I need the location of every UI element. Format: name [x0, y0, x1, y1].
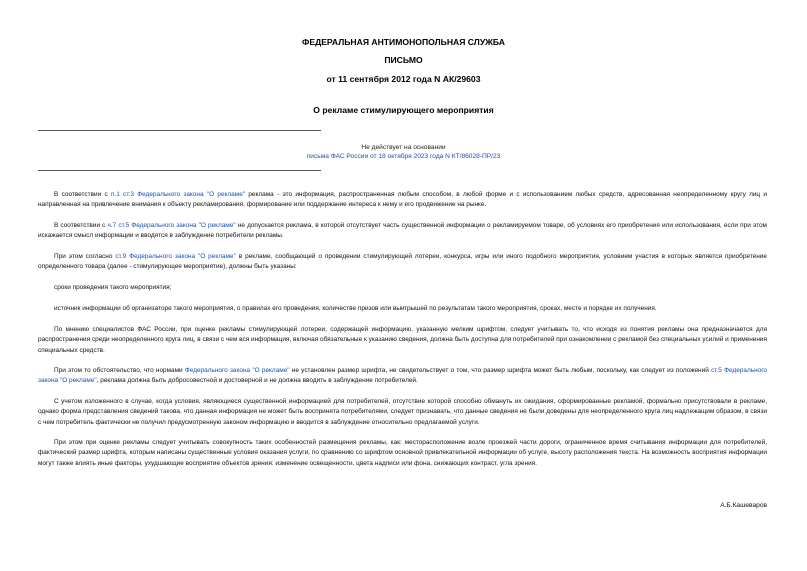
paragraph-1: В соответствии с п.1 ст.3 Федерального закона "О рекламе" реклама - это информация, распространенная любым способом, в любой форме и с использованием любых средств, адресованная неопределенному кругу лиц и направленная на привлечение внимания к объекту рекламирования, формирование или поддержание интереса к нему и его продвижение на рынке. [38, 191, 767, 209]
law-link-p1[interactable]: п.1 ст.3 Федерального закона "О рекламе" [111, 191, 246, 198]
law-link-p7b[interactable]: ст.5 Федерального закона "О рекламе" [38, 367, 767, 385]
document-type: ПИСЬМО [384, 55, 423, 65]
paragraph-4: сроки проведения такого мероприятия; [54, 284, 172, 291]
divider-top [38, 130, 321, 131]
document-date-number: от 11 сентября 2012 года N АК/29603 [326, 74, 481, 84]
status-note-text: Не действует на основании [361, 144, 446, 151]
law-link-p3[interactable]: ст.9 Федерального закона "О рекламе" [115, 253, 236, 260]
status-note [0, 143, 807, 161]
law-link-p2[interactable]: ч.7 ст.5 Федерального закона "О рекламе" [107, 222, 236, 229]
paragraph-8: С учетом изложенного в случае, когда условия, являющиеся существенной информацией для потребителей, отсутствие которой способно обмануть их ожидания, сформированные рекламой, формально присутствовали в рекламе, однако форма представления сведений такова, что данная информация не может быть воспринята потребителями, следует признавать, что данные сведения не были доведены для неопределенного круга лиц надлежащим образом, в связи с чем потребитель фактически не получил предусмотренную законом информацию и вводится в заблуждение относительно предлагаемой услуги. [38, 398, 767, 426]
paragraph-6: По мнению специалистов ФАС России, при оценке рекламы стимулирующей лотереи, содержащей информацию, указанную мелким шрифтом, следует учитывать то, что исходя из понятия рекламы она предназначается для распространения среди неопределенного круга лиц, в связи с чем вся информация, включая обязательные к указанию сведения, должна быть доступна для потребителей при ознакомлении с рекламой без специальных усилий и применения специальных средств. [38, 326, 767, 354]
paragraph-2: В соответствии с ч.7 ст.5 Федерального закона "О рекламе" не допускается реклама, в которой отсутствует часть существенной информации о рекламируемом товаре, об условиях его приобретения или использования, если при этом искажается смысл информации и вводятся в заблуждение потребители рекламы. [38, 222, 767, 240]
law-link-p7a[interactable]: Федерального закона "О рекламе" [184, 367, 290, 374]
signature: А.Б.Кашеваров [720, 502, 767, 509]
paragraph-3: При этом согласно ст.9 Федерального закона "О рекламе" в рекламе, сообщающей о проведении стимулирующей лотереи, конкурса, игры или иного подобного мероприятия, условием участия в которых является приобретение определенного товара (далее - стимулирующее мероприятие), должны быть указаны: [38, 253, 767, 271]
document-subject: О рекламе стимулирующего мероприятия [313, 105, 494, 115]
agency-title: ФЕДЕРАЛЬНАЯ АНТИМОНОПОЛЬНАЯ СЛУЖБА [302, 37, 505, 47]
paragraph-9: При этом при оценке рекламы следует учитывать совокупность таких особенностей размещения рекламы, как: месторасположение возле проезжей части дороги, ограниченное время считывания информации для потребителей, фактический размер шрифта, которым написаны существенные условия оказания услуги, по сравнению со шрифтом основной привлекательной информации об услуге, высоту расположения текста. На возможность восприятия информации могут также влиять иные факторы, ухудшающие восприятие объектов зрения: изменение освещенности, цвета надписи или фона, снижающих контраст, угла зрения. [38, 439, 767, 467]
paragraph-5: источник информации об организаторе такого мероприятия, о правилах его проведения, количестве призов или выигрышей по результатам такого мероприятия, сроках, месте и порядке их получения. [54, 305, 657, 312]
status-note-link[interactable]: письма ФАС России от 18 октября 2023 года N КТ/86028-ПР/23 [306, 153, 501, 160]
paragraph-7: При этом то обстоятельство, что нормами Федерального закона "О рекламе" не установлен размер шрифта, не свидетельствует о том, что размер шрифта может быть любым, поскольку, как следует из положений ст.5 Федерального закона "О рекламе", реклама должна быть добросовестной и достоверной и не должна вводить в заблуждение потребителей. [38, 367, 767, 385]
divider-bottom [38, 170, 321, 171]
